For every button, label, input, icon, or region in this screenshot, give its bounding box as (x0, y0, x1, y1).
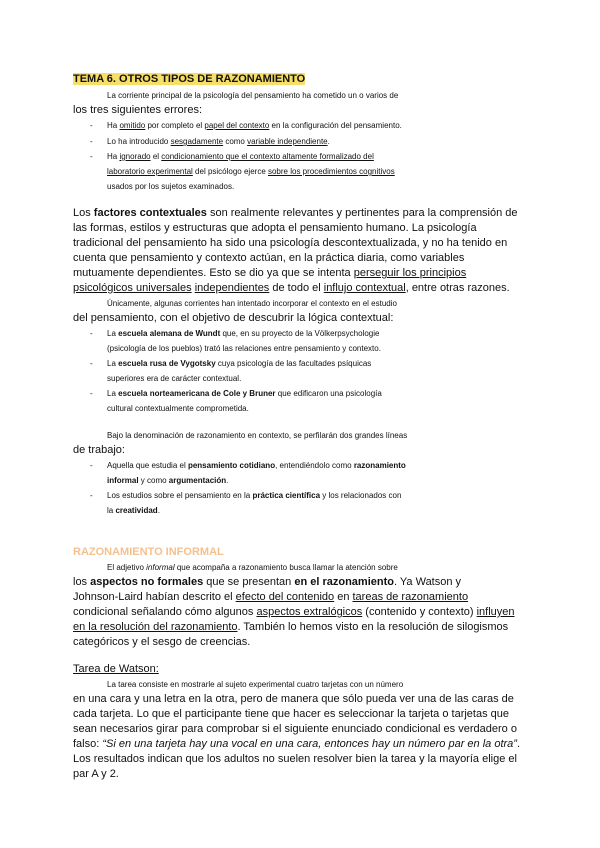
paragraph-line: El adjetivo informal que acompaña a razonamiento busca llamar la atención sobre (107, 563, 398, 572)
list-item: La escuela rusa de Vygotsky cuya psicología de las facultades psíquicas (107, 359, 372, 368)
paragraph-line: Los factores contextuales son realmente relevantes y pertinentes para la comprensión de (73, 207, 518, 219)
list-item-continuation: (psicología de los pueblos) trató las relaciones entre pensamiento y contexto. (107, 344, 381, 353)
paragraph-line: tradicional del pensamiento ha sido una psicología descontextualizada, y no ha tenido en (73, 237, 508, 249)
bullet-marker: - (90, 329, 93, 338)
list-item-continuation: superiores era de carácter contextual. (107, 374, 242, 383)
paragraph-line: mutuamente dependientes. Esto se dio ya que se intenta perseguir los principios (73, 267, 467, 279)
bullet-marker: - (90, 389, 93, 398)
list-item-continuation: cultural contextualmente comprometida. (107, 404, 249, 413)
bullet-marker: - (90, 121, 93, 130)
bullet-marker: - (90, 137, 93, 146)
paragraph-line: cada tarjeta. Lo que el participante tiene que hacer es seleccionar la tarjeta o tarjetas que (73, 708, 509, 720)
paragraph-line: Únicamente, algunas corrientes han intentado incorporar el contexto en el estudio (107, 299, 397, 308)
section-heading: RAZONAMIENTO INFORMAL (73, 546, 224, 558)
list-item: Ha omitido por completo el papel del contexto en la configuración del pensamiento. (107, 121, 402, 130)
paragraph-line: Bajo la denominación de razonamiento en contexto, se perfilarán dos grandes líneas (107, 431, 408, 440)
paragraph-line: las formas, estilos y estructuras que adopta el pensamiento humano. La psicología (73, 222, 477, 234)
intro-line: La corriente principal de la psicología del pensamiento ha cometido un o varios de (107, 91, 399, 100)
paragraph-line: de trabajo: (73, 444, 125, 456)
paragraph-line: falso: “Si en una tarjeta hay una vocal en una cara, entonces hay un número par en la otra”. (73, 738, 521, 750)
list-item-continuation: laboratorio experimental del psicólogo ejerce sobre los procedimientos cognitivos (107, 167, 395, 176)
paragraph-line: en la resolución del razonamiento. También lo hemos visto en la resolución de silogismos (73, 621, 509, 633)
list-item: Ha ignorado el condicionamiento que el contexto altamente formalizado del (107, 152, 374, 161)
page-title: TEMA 6. OTROS TIPOS DE RAZONAMIENTO (73, 73, 306, 85)
paragraph-line: Los resultados indican que los adultos no suelen resolver bien la tarea y la mayoría elige el (73, 753, 517, 765)
paragraph-line: par A y 2. (73, 768, 119, 780)
bullet-marker: - (90, 491, 93, 500)
bullet-marker: - (90, 461, 93, 470)
paragraph-line: en una cara y una letra en la otra, pero de manera que sólo pueda ver una de las caras de (73, 693, 514, 705)
paragraph-line: los aspectos no formales que se presentan en el razonamiento. Ya Watson y (73, 576, 462, 588)
paragraph-line: psicológicos universales independientes de todo el influjo contextual, entre otras razones. (73, 282, 510, 294)
paragraph-line: La tarea consiste en mostrarle al sujeto experimental cuatro tarjetas con un número (107, 680, 404, 689)
paragraph-line: sean necesarios girar para comprobar si el siguiente enunciado condicional es verdadero o (73, 723, 517, 735)
bullet-marker: - (90, 152, 93, 161)
list-item-continuation: informal y como argumentación. (107, 476, 229, 485)
intro-line: los tres siguientes errores: (73, 104, 202, 116)
list-item: Los estudios sobre el pensamiento en la práctica científica y los relacionados con (107, 491, 402, 500)
paragraph-line: del pensamiento, con el objetivo de descubrir la lógica contextual: (73, 312, 394, 324)
bullet-marker: - (90, 359, 93, 368)
paragraph-line: cuenta que pensamiento y contexto actúan, en la práctica diaria, como variables (73, 252, 465, 264)
list-item-continuation: usados por los sujetos examinados. (107, 182, 235, 191)
list-item: Aquella que estudia el pensamiento cotidiano, entendiéndolo como razonamiento (107, 461, 406, 470)
list-item: Lo ha introducido sesgadamente como variable independiente. (107, 137, 330, 146)
list-item: La escuela norteamericana de Cole y Bruner que edificaron una psicología (107, 389, 382, 398)
paragraph-line: condicional señalando cómo algunos aspectos extralógicos (contenido y contexto) influyen (73, 606, 515, 618)
subsection-heading: Tarea de Watson: (73, 663, 159, 675)
list-item-continuation: la creatividad. (107, 506, 160, 515)
list-item: La escuela alemana de Wundt que, en su proyecto de la Völkerpsychologie (107, 329, 380, 338)
paragraph-line: Johnson-Laird habían descrito el efecto del contenido en tareas de razonamiento (73, 591, 469, 603)
paragraph-line: categóricos y el sesgo de creencias. (73, 636, 251, 648)
